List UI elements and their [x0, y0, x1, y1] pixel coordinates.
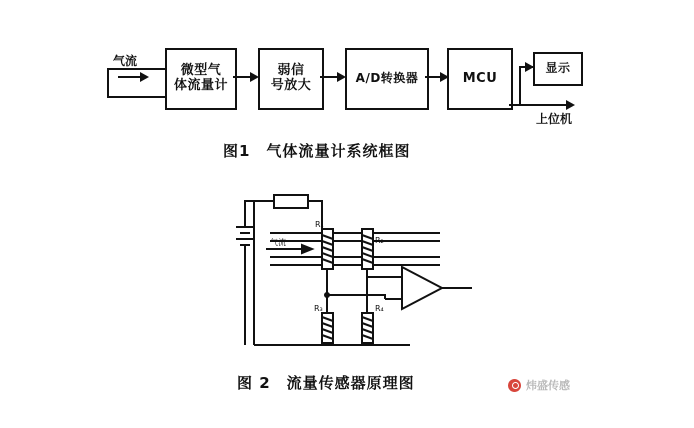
- left-rail: [254, 201, 274, 345]
- block-line-1: 微型气: [180, 63, 222, 79]
- host-line: [509, 104, 571, 106]
- battery-top-lead: [245, 201, 254, 215]
- block-display: [533, 52, 583, 86]
- host-arrow: [566, 100, 575, 110]
- figure2-schematic: [210, 185, 510, 360]
- op-amp-icon: [402, 267, 442, 309]
- label-r3: R₃: [314, 304, 323, 313]
- block-line-2: 体流量计: [173, 78, 228, 93]
- label-r4: R₄: [375, 304, 384, 313]
- resistor-r3: [322, 313, 333, 343]
- block-line-2: 号放大: [270, 78, 312, 93]
- watermark-text: 炜盛传感: [526, 379, 570, 392]
- airflow-arrow-head: [302, 245, 312, 253]
- circle-logo-icon: [508, 379, 521, 392]
- block-mcu: [447, 48, 513, 110]
- junction-dot-left: [325, 293, 330, 298]
- watermark: [508, 377, 570, 393]
- block-line-1: 显示: [545, 61, 571, 76]
- block-micro-flow-meter: [165, 48, 237, 110]
- block-line-1: 弱信: [277, 63, 305, 79]
- airflow-in-label: 气流: [113, 54, 138, 68]
- airflow-line-top: [107, 68, 165, 70]
- mcu-display-riser: [519, 66, 521, 106]
- figure2-caption: 图 2 流量传感器原理图: [237, 374, 415, 392]
- airflow-line-bottom: [107, 96, 165, 98]
- airflow-line-left: [107, 68, 109, 98]
- resistor-r1: [322, 229, 333, 269]
- heater-element-icon: [274, 195, 308, 208]
- label-airflow: 气流: [270, 238, 286, 247]
- block-line-1: A/D转换器: [355, 71, 419, 86]
- block-line-1: MCU: [462, 70, 498, 86]
- resistor-r2: [362, 229, 373, 269]
- battery-icon: [236, 215, 254, 263]
- tap-node-left: [327, 295, 385, 299]
- airflow-inner-line: [118, 76, 143, 78]
- host-computer-label: 上位机: [536, 112, 573, 126]
- block-ad-converter: [345, 48, 429, 110]
- block-weak-signal-amp: [258, 48, 324, 110]
- label-r1: R₁: [315, 220, 324, 229]
- figure1-caption: 图1 气体流量计系统框图: [223, 142, 411, 160]
- label-r2: R₂: [375, 236, 384, 245]
- resistor-r4: [362, 313, 373, 343]
